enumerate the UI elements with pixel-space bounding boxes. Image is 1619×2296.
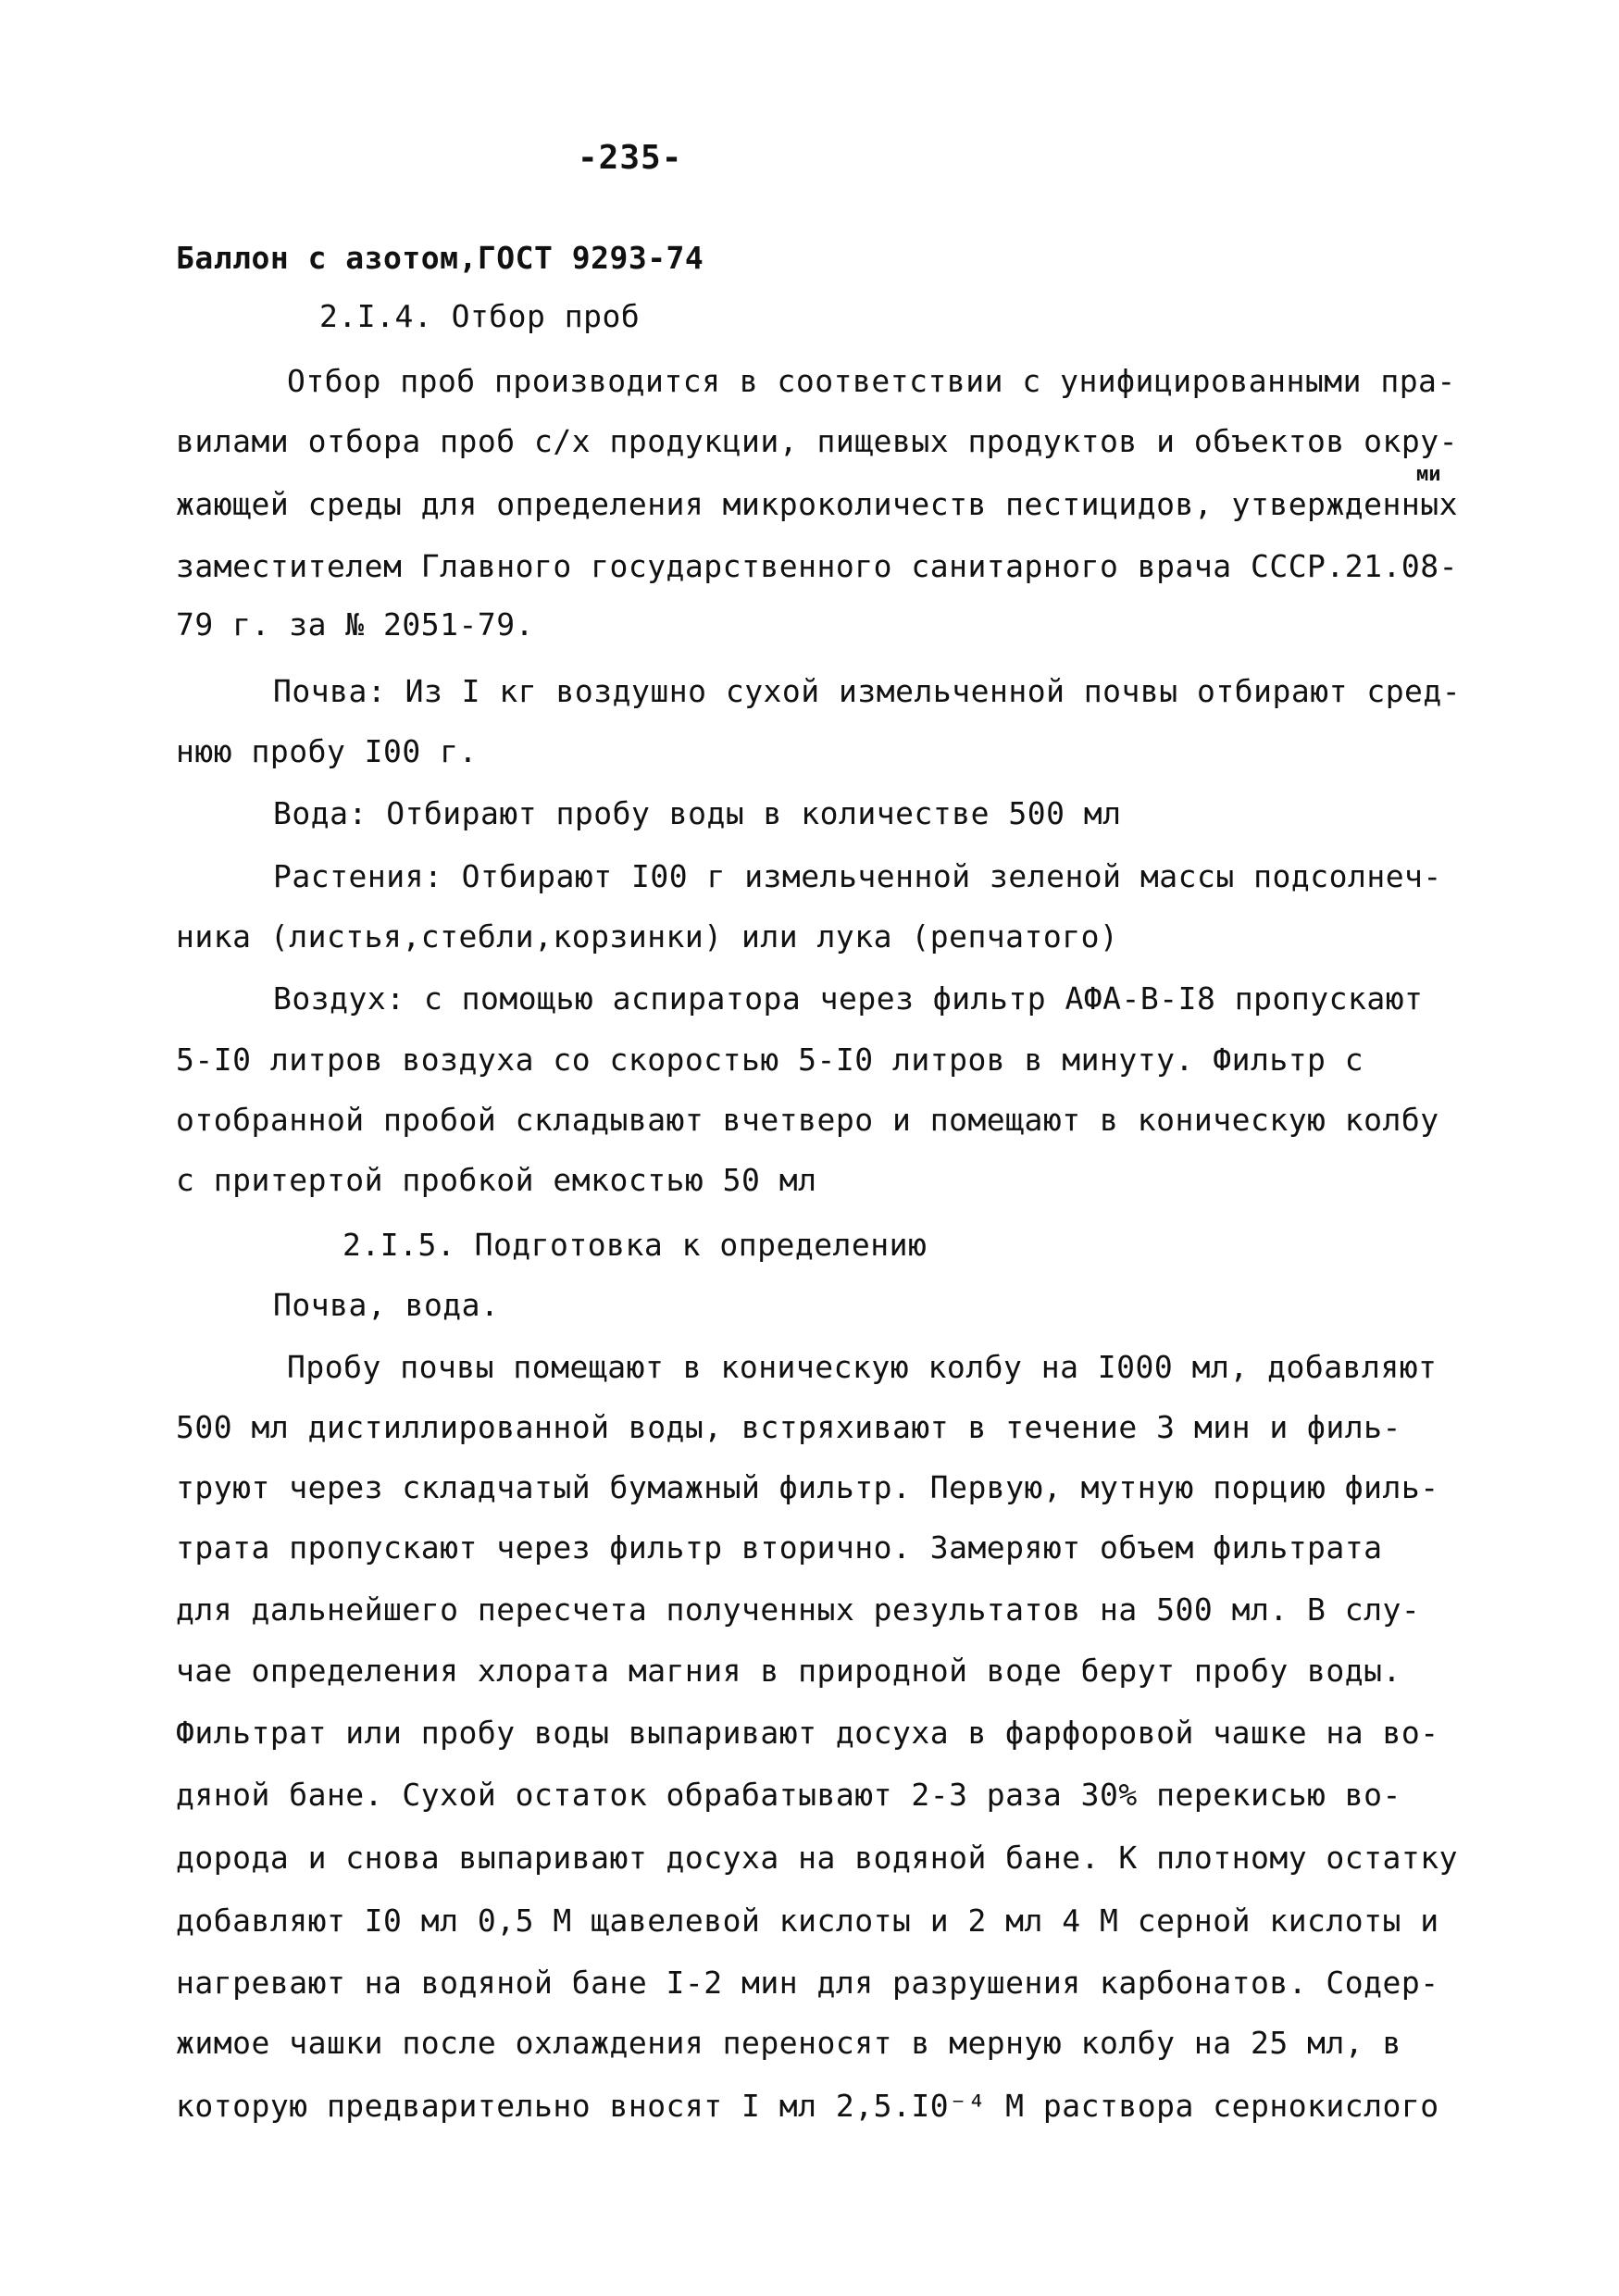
text-line: Воздух: с помощью аспиратора через фильтр АФА-В-I8 пропускают bbox=[273, 980, 1424, 1017]
text-line: Почва: Из I кг воздушно сухой измельченной почвы отбирают сред- bbox=[273, 673, 1462, 709]
text-line: 79 г. за № 2051-79. bbox=[176, 606, 534, 643]
marginal-note: ми bbox=[1416, 463, 1441, 486]
text-line: добавляют I0 мл 0,5 М щавелевой кислоты и 2 мл 4 М серной кислоты и bbox=[176, 1903, 1439, 1939]
text-line: которую предварительно вносят I мл 2,5.I0⁻⁴ М раствора сернокислого bbox=[176, 2088, 1439, 2124]
text-line: Вода: Отбирают пробу воды в количестве 500 мл bbox=[273, 795, 1122, 831]
text-line: Пробу почвы помещают в коническую колбу на I000 мл, добавляют bbox=[287, 1349, 1438, 1385]
text-line: дорода и снова выпаривают досуха на водяной бане. К плотному остатку bbox=[176, 1840, 1459, 1876]
text-line: чае определения хлората магния в природной воде берут пробу воды. bbox=[176, 1653, 1401, 1689]
text-line: труют через складчатый бумажный фильтр. Первую, мутную порцию филь- bbox=[176, 1469, 1439, 1505]
text-line: нагревают на водяной бане I-2 мин для разрушения карбонатов. Содер- bbox=[176, 1965, 1439, 2001]
text-line: жимое чашки после охлаждения переносят в мерную колбу на 25 мл, в bbox=[176, 2025, 1401, 2061]
text-line: 5-I0 литров воздуха со скоростью 5-I0 литров в минуту. Фильтр с bbox=[176, 1042, 1364, 1078]
text-line: 500 мл дистиллированной воды, встряхивают в течение 3 мин и филь- bbox=[176, 1409, 1401, 1445]
text-line: Растения: Отбирают I00 г измельченной зеленой массы подсолнеч- bbox=[273, 858, 1442, 894]
subsection-label: Почва, вода. bbox=[273, 1287, 500, 1323]
text-line: отобранной пробой складывают вчетверо и помещают в коническую колбу bbox=[176, 1102, 1439, 1138]
text-line: жающей среды для определения микроколичеств пестицидов, утвержденных bbox=[176, 486, 1459, 522]
text-line: для дальнейшего пересчета полученных результатов на 500 мл. В слу- bbox=[176, 1591, 1421, 1628]
text-line: вилами отбора проб с/х продукции, пищевых продуктов и объектов окру- bbox=[176, 423, 1459, 459]
page-number: -235- bbox=[578, 139, 683, 177]
text-line: заместителем Главного государственного санитарного врача СССР.21.08- bbox=[176, 548, 1459, 584]
text-line: трата пропускают через фильтр вторично. Замеряют объем фильтрата bbox=[176, 1529, 1383, 1566]
text-line: дяной бане. Сухой остаток обрабатывают 2-3 раза 30% перекисью во- bbox=[176, 1777, 1401, 1813]
text-line: с притертой пробкой емкостью 50 мл bbox=[176, 1162, 817, 1198]
text-line: Отбор проб производится в соответствии с унифицированными пра- bbox=[287, 363, 1456, 399]
section-heading: 2.I.4. Отбор проб bbox=[319, 298, 641, 334]
text-line: нюю пробу I00 г. bbox=[176, 733, 478, 769]
text-line: ника (листья,стебли,корзинки) или лука (репчатого) bbox=[176, 918, 1119, 955]
section-heading: 2.I.5. Подготовка к определению bbox=[342, 1227, 928, 1263]
text-line: Фильтрат или пробу воды выпаривают досуха в фарфоровой чашке на во- bbox=[176, 1715, 1439, 1751]
text-line: Баллон с азотом,ГОСТ 9293-74 bbox=[176, 240, 704, 276]
